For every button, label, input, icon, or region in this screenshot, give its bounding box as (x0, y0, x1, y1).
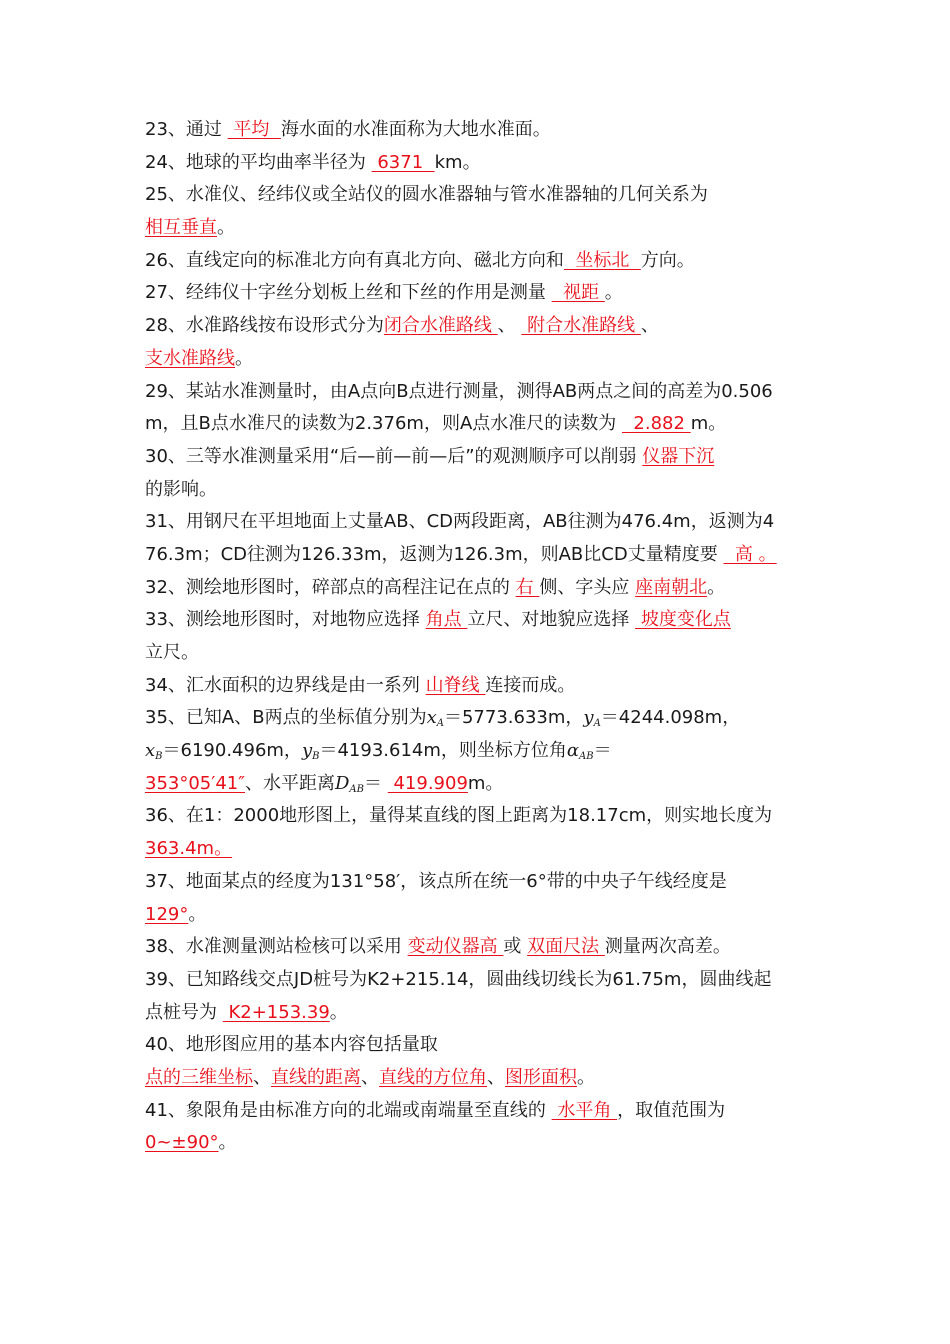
question-text: m。 (690, 413, 727, 435)
answer-blank: 视距 (551, 282, 605, 304)
question-text: 27、经纬仪十字丝分划板上丝和下丝的作用是测量 (145, 282, 552, 304)
text-line (145, 147, 810, 180)
question-text: 海水面的水准面称为大地水准面。 (280, 119, 551, 140)
text-line (145, 702, 810, 735)
answer-blank: 0~±90° (145, 1132, 219, 1154)
question-text: 的影响。 (145, 478, 217, 500)
question-text: 立尺、对地貌应选择 (467, 609, 636, 631)
variable-subscript: AB (579, 751, 594, 763)
question-text: 。 (235, 347, 253, 369)
question-text: 立尺。 (145, 642, 199, 663)
question-text: 点桩号为 (145, 1001, 223, 1023)
question-text: 、 (253, 1066, 271, 1088)
answer-blank: 闭合水准路线 (383, 315, 498, 337)
question-text: 36、在1：2000地形图上，量得某直线的图上距离为18.17cm，则实地长度为 (145, 805, 773, 827)
text-line (145, 1095, 810, 1128)
variable-subscript: A (593, 718, 601, 730)
question-text: 。 (218, 1132, 237, 1154)
variable-symbol: x (426, 707, 437, 729)
variable-symbol: y (583, 707, 594, 729)
text-line (145, 212, 810, 245)
answer-blank: 坐标北 (563, 249, 641, 271)
text-line (145, 179, 810, 212)
text-line (145, 114, 810, 147)
question-text: 或 (503, 936, 528, 958)
question-text: 40、地形图应用的基本内容包括量取 (145, 1034, 438, 1056)
question-text: 连接而成。 (485, 674, 576, 696)
text-line (145, 376, 810, 409)
answer-blank: 座南朝北 (635, 576, 708, 598)
question-text: 38、水准测量测站检核可以采用 (145, 936, 408, 958)
question-text: 25、水准仪、经纬仪或全站仪的圆水准器轴与管水准器轴的几何关系为 (145, 184, 708, 206)
question-text: 29、某站水准测量时，由A点向B点进行测量，测得AB两点之间的高差为0.506 (145, 380, 773, 402)
question-text: m，且B点水准尺的读数为2.376m，则A点水准尺的读数为 (145, 413, 622, 435)
answer-blank: 2.882 (621, 413, 691, 435)
question-text: ，取值范围为 (617, 1099, 726, 1121)
math-variable (302, 740, 320, 761)
text-line (145, 441, 810, 474)
text-line (145, 670, 810, 703)
answer-blank: 水平角 (551, 1099, 618, 1121)
text-line (145, 866, 810, 899)
question-text: km。 (434, 151, 481, 173)
question-text: 侧、字头应 (539, 576, 636, 598)
answer-blank: 点的三维坐标 (145, 1066, 253, 1088)
text-line (145, 310, 810, 343)
text-line (145, 408, 810, 441)
question-text: 、 (497, 315, 522, 337)
answer-blank: 平均 (227, 119, 281, 140)
question-text: 24、地球的平均曲率半径为 (145, 151, 372, 173)
answer-blank: 419.909 (387, 772, 468, 794)
variable-symbol: D (334, 772, 350, 794)
answer-blank: 支水准路线 (145, 347, 235, 369)
question-text: 测量两次高差。 (604, 936, 731, 958)
question-text: ＝ (593, 740, 612, 762)
question-text: 、水平距离 (244, 772, 335, 794)
text-line (145, 964, 810, 997)
question-text: 30、三等水准测量采用“后—前—前—后”的观测顺序可以削弱 (145, 445, 643, 467)
math-variable (583, 707, 600, 728)
answer-blank: 仪器下沉 (642, 445, 715, 467)
variable-subscript: B (312, 751, 320, 763)
answer-blank: 353°05′41″ (145, 772, 245, 794)
variable-subscript: A (436, 718, 444, 730)
question-text: 32、测绘地形图时，碎部点的高程注记在点的 (145, 576, 516, 598)
answer-blank: 6371 (371, 151, 435, 173)
text-line (145, 506, 810, 539)
question-text: 。 (217, 217, 235, 239)
answer-blank: 高 。 (723, 543, 777, 565)
question-text: ＝4193.614m，则坐标方位角 (319, 740, 567, 762)
question-text: 37、地面某点的经度为131°58′，该点所在统一6°带的中央子午线经度是 (145, 870, 727, 892)
text-line (145, 833, 810, 866)
question-text: ＝ (364, 772, 388, 794)
answer-blank: 附合水准路线 (521, 315, 641, 337)
question-text: ＝6190.496m， (162, 740, 302, 762)
text-line (145, 572, 810, 605)
question-text: 28、水准路线按布设形式分为 (145, 315, 384, 337)
question-text: 。 (604, 282, 623, 304)
answer-blank: 相互垂直 (145, 217, 217, 239)
question-text: 31、用钢尺在平坦地面上丈量AB、CD两段距离，AB往测为476.4m，返测为4 (145, 511, 775, 533)
question-text: 。 (707, 576, 726, 598)
question-text: 、 (361, 1066, 379, 1088)
math-variable (335, 773, 364, 794)
text-line (145, 539, 810, 572)
math-variable (567, 740, 594, 761)
answer-blank: 363.4m。 (145, 838, 233, 860)
variable-symbol: y (301, 740, 313, 762)
variable-symbol: x (145, 740, 156, 762)
question-text: 、 (640, 315, 659, 337)
text-line (145, 474, 810, 507)
text-line (145, 768, 810, 801)
question-text: 。 (577, 1066, 595, 1088)
text-line (145, 1062, 810, 1095)
question-text: 26、直线定向的标准北方向有真北方向、磁北方向和 (145, 249, 564, 271)
text-line (145, 997, 810, 1030)
text-line (145, 800, 810, 833)
answer-blank: 坡度变化点 (635, 609, 731, 631)
answer-blank: 双面尺法 (527, 936, 605, 958)
answer-blank: K2+153.39 (222, 1001, 330, 1023)
question-text: 方向。 (640, 249, 695, 271)
answer-blank: 直线的方位角 (379, 1066, 487, 1088)
answer-blank: 变动仪器高 (407, 936, 504, 958)
answer-blank: 角点 (425, 609, 468, 631)
question-text: ＝4244.098m， (600, 707, 741, 729)
math-variable (145, 740, 163, 761)
text-line (145, 735, 810, 768)
answer-blank: 129° (145, 903, 189, 925)
answer-blank: 直线的距离 (271, 1066, 361, 1088)
question-text: 。 (329, 1001, 348, 1023)
question-list (145, 114, 810, 1160)
question-text: 76.3m；CD往测为126.33m，返测为126.3m，则AB比CD丈量精度要 (145, 543, 724, 565)
text-line (145, 637, 810, 670)
question-text: 35、已知A、B两点的坐标值分别为 (145, 707, 427, 729)
variable-subscript: AB (349, 783, 364, 795)
question-text: m。 (467, 772, 504, 794)
question-text: 23、通过 (145, 119, 228, 140)
question-text: 、 (487, 1066, 505, 1088)
answer-blank: 山脊线 (425, 674, 486, 696)
text-line (145, 343, 810, 376)
question-text: 39、已知路线交点JD桩号为K2+215.14，圆曲线切线长为61.75m，圆曲线起 (145, 968, 772, 990)
text-line (145, 1127, 810, 1160)
variable-subscript: B (155, 751, 163, 763)
text-line (145, 899, 810, 932)
math-variable (427, 707, 444, 728)
answer-blank: 图形面积 (505, 1066, 577, 1088)
variable-symbol: α (566, 740, 580, 762)
question-text: 41、象限角是由标准方向的北端或南端量至直线的 (145, 1099, 552, 1121)
question-text: 。 (188, 903, 207, 925)
question-text: 34、汇水面积的边界线是由一系列 (145, 674, 426, 696)
text-line (145, 245, 810, 278)
answer-blank: 右 (515, 576, 540, 598)
question-text: 33、测绘地形图时，对地物应选择 (145, 609, 426, 631)
text-line (145, 931, 810, 964)
question-text: ＝5773.633m， (443, 707, 584, 729)
text-line (145, 277, 810, 310)
text-line (145, 604, 810, 637)
text-line (145, 1029, 810, 1062)
